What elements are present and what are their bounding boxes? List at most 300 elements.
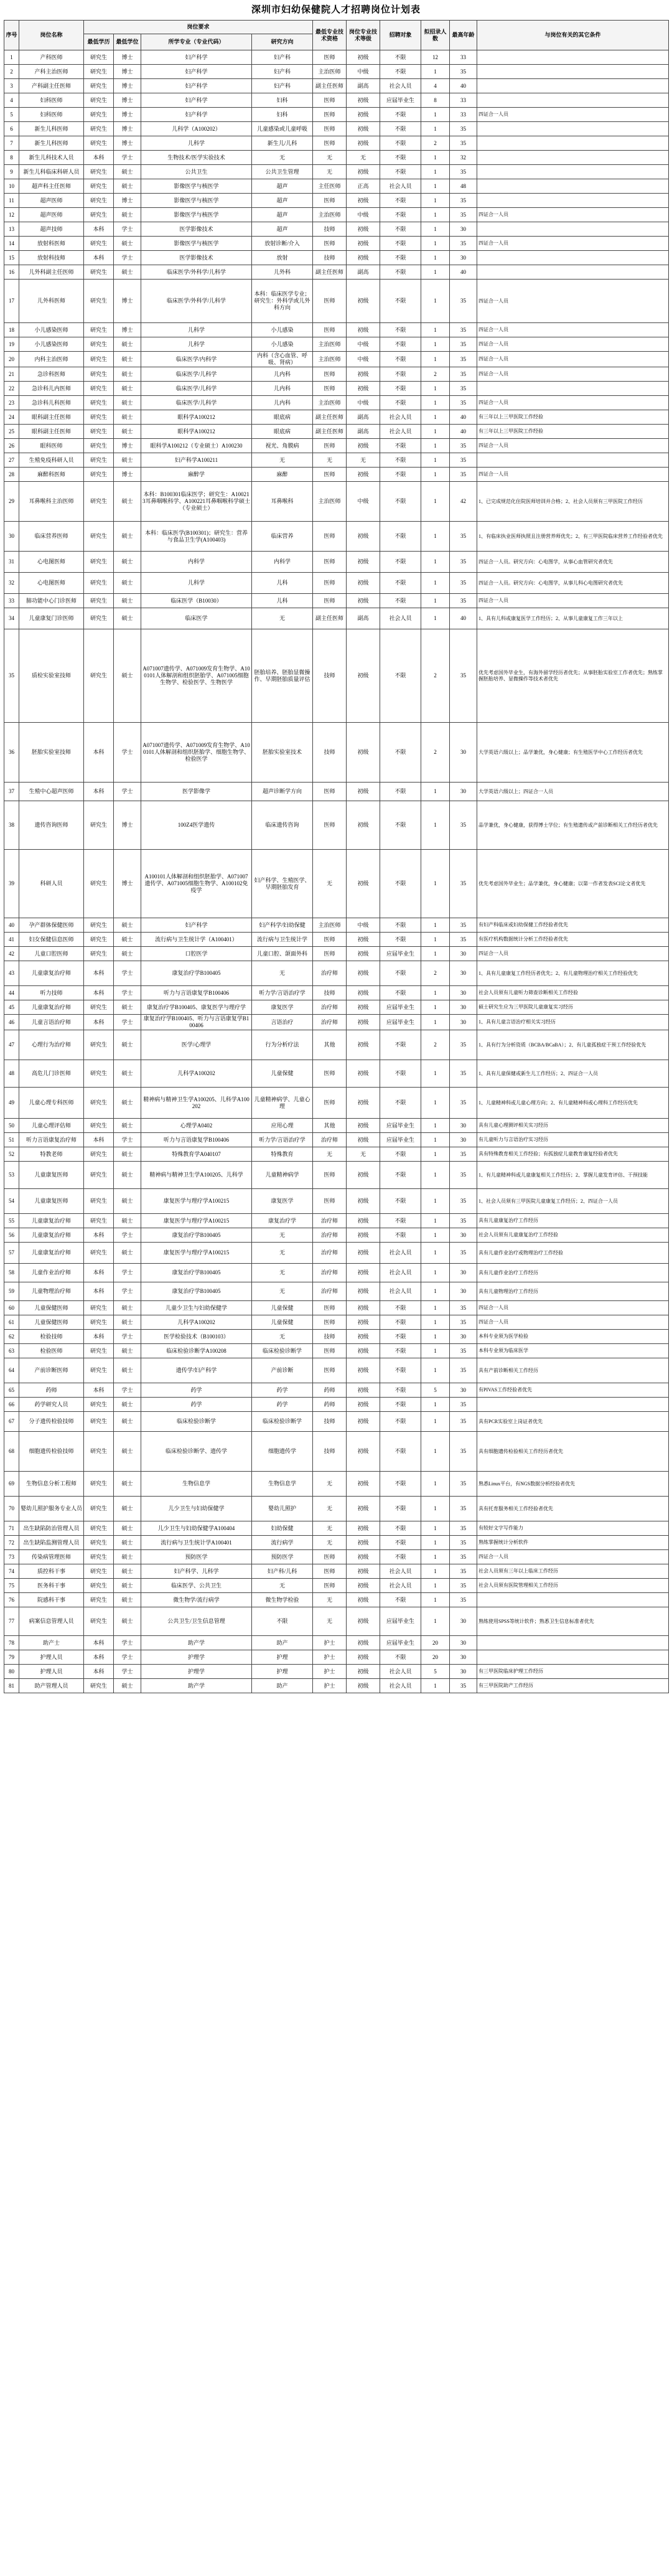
cell-seq: 8 bbox=[4, 151, 19, 165]
table-row bbox=[4, 1000, 669, 1015]
table-row bbox=[4, 1060, 669, 1088]
cell-other: 优先考虑国外毕业生，有海外留学经历者优先；从事胚胎实验室工作者优先；熟练掌握胚胎培养、显微操作等技术者优先 bbox=[477, 629, 669, 723]
cell-education: 硕士 bbox=[114, 1579, 141, 1593]
cell-post: 检验技师 bbox=[19, 1330, 84, 1344]
cell-seq: 28 bbox=[4, 468, 19, 482]
cell-job-level: 初级 bbox=[347, 323, 380, 337]
cell-education: 博士 bbox=[114, 136, 141, 151]
cell-major: 妇产科学 bbox=[141, 918, 252, 933]
cell-job-level: 无 bbox=[347, 151, 380, 165]
cell-post: 助产管理人员 bbox=[19, 1679, 84, 1693]
cell-title-req: 医师 bbox=[313, 1162, 347, 1189]
cell-post: 儿童康复门诊医师 bbox=[19, 608, 84, 629]
cell-count: 1 bbox=[421, 1398, 450, 1412]
cell-seq: 57 bbox=[4, 1243, 19, 1264]
cell-major: 康复治疗学B100405 bbox=[141, 1282, 252, 1301]
cell-degree: 本科 bbox=[84, 1665, 114, 1679]
cell-other: 大学英语六级以上；品学兼优，身心健康；有生殖医学中心工作经历者优先 bbox=[477, 723, 669, 783]
cell-direction: 药学 bbox=[252, 1398, 313, 1412]
cell-job-level: 初级 bbox=[347, 1330, 380, 1344]
cell-age: 30 bbox=[450, 1015, 477, 1030]
table-row bbox=[4, 208, 669, 222]
cell-count: 2 bbox=[421, 961, 450, 986]
cell-target: 不限 bbox=[380, 986, 421, 1000]
cell-title-req: 医师 bbox=[313, 468, 347, 482]
cell-job-level: 初级 bbox=[347, 1344, 380, 1358]
cell-target: 不限 bbox=[380, 337, 421, 352]
cell-job-level: 初级 bbox=[347, 93, 380, 108]
cell-target: 不限 bbox=[380, 1536, 421, 1550]
table-row bbox=[4, 179, 669, 194]
cell-job-level: 中级 bbox=[347, 396, 380, 410]
cell-count: 1 bbox=[421, 1000, 450, 1015]
cell-count: 1 bbox=[421, 933, 450, 947]
cell-education: 学士 bbox=[114, 1133, 141, 1147]
cell-target: 不限 bbox=[380, 629, 421, 723]
cell-job-level: 初级 bbox=[347, 573, 380, 594]
cell-title-req: 药师 bbox=[313, 1383, 347, 1398]
cell-seq: 79 bbox=[4, 1650, 19, 1665]
table-row bbox=[4, 1412, 669, 1432]
cell-direction: 临床遗传咨询 bbox=[252, 801, 313, 850]
cell-education: 硕士 bbox=[114, 396, 141, 410]
cell-degree: 本科 bbox=[84, 1264, 114, 1282]
cell-job-level: 初级 bbox=[347, 1264, 380, 1282]
cell-title-req: 主治医师 bbox=[313, 482, 347, 522]
cell-direction: 麻醉 bbox=[252, 468, 313, 482]
cell-degree: 研究生 bbox=[84, 1607, 114, 1636]
cell-major: 生物技术/医学实验技术 bbox=[141, 151, 252, 165]
cell-post: 急诊科儿科医师 bbox=[19, 396, 84, 410]
cell-education: 硕士 bbox=[114, 1344, 141, 1358]
cell-other bbox=[477, 382, 669, 396]
table-row bbox=[4, 50, 669, 65]
cell-major: 儿科学 bbox=[141, 136, 252, 151]
cell-job-level: 初级 bbox=[347, 1383, 380, 1398]
cell-job-level: 初级 bbox=[347, 1665, 380, 1679]
cell-major: 临床医学/外科学/儿科学 bbox=[141, 280, 252, 323]
cell-other: 具有特殊教育相关工作经验；有孤独症儿童教育康复经验者优先 bbox=[477, 1147, 669, 1162]
cell-other: 四证合一人员 bbox=[477, 1315, 669, 1330]
cell-post: 新生儿科医师 bbox=[19, 136, 84, 151]
cell-major: A100101人体解剖和组织胚胎学、A071007遗传学、A071005细胞生物学、A100102免疫学 bbox=[141, 850, 252, 918]
cell-major: 影像医学与核医学 bbox=[141, 208, 252, 222]
cell-post: 儿童作业治疗师 bbox=[19, 1264, 84, 1282]
cell-seq: 33 bbox=[4, 594, 19, 608]
cell-major: 妇产科学A100211 bbox=[141, 453, 252, 468]
cell-age: 35 bbox=[450, 629, 477, 723]
cell-target: 社会人员 bbox=[380, 1564, 421, 1579]
cell-count: 1 bbox=[421, 918, 450, 933]
cell-title-req: 无 bbox=[313, 1607, 347, 1636]
cell-target: 不限 bbox=[380, 1593, 421, 1607]
cell-age: 35 bbox=[450, 1301, 477, 1315]
cell-age: 35 bbox=[450, 801, 477, 850]
cell-age: 30 bbox=[450, 1133, 477, 1147]
cell-job-level: 初级 bbox=[347, 1579, 380, 1593]
cell-job-level: 正高 bbox=[347, 179, 380, 194]
cell-age: 35 bbox=[450, 1243, 477, 1264]
cell-count: 1 bbox=[421, 1536, 450, 1550]
cell-age: 35 bbox=[450, 352, 477, 367]
cell-age: 40 bbox=[450, 410, 477, 425]
cell-direction: 儿童保健 bbox=[252, 1315, 313, 1330]
cell-count: 1 bbox=[421, 1564, 450, 1579]
cell-major: 听力与言语康复学B100406 bbox=[141, 986, 252, 1000]
cell-seq: 73 bbox=[4, 1550, 19, 1564]
cell-count: 1 bbox=[421, 1015, 450, 1030]
cell-education: 学士 bbox=[114, 1650, 141, 1665]
cell-education: 硕士 bbox=[114, 165, 141, 179]
cell-degree: 本科 bbox=[84, 1383, 114, 1398]
cell-job-level: 初级 bbox=[347, 280, 380, 323]
cell-seq: 3 bbox=[4, 79, 19, 93]
header-requirements: 岗位要求 bbox=[84, 21, 313, 34]
cell-direction: 妇产科学/妇幼保健 bbox=[252, 918, 313, 933]
cell-other: 社会人员须有三年以上临床工作经历 bbox=[477, 1564, 669, 1579]
cell-education: 硕士 bbox=[114, 1550, 141, 1564]
cell-job-level: 初级 bbox=[347, 850, 380, 918]
cell-degree: 研究生 bbox=[84, 453, 114, 468]
cell-seq: 6 bbox=[4, 122, 19, 136]
cell-other bbox=[477, 1593, 669, 1607]
cell-other: 有儿童听力与言语治疗实习经历 bbox=[477, 1133, 669, 1147]
cell-target: 不限 bbox=[380, 108, 421, 122]
cell-post: 药学研究人员 bbox=[19, 1398, 84, 1412]
cell-direction: 特殊教育 bbox=[252, 1147, 313, 1162]
table-row bbox=[4, 1315, 669, 1330]
cell-title-req: 治疗师 bbox=[313, 1133, 347, 1147]
cell-job-level: 初级 bbox=[347, 629, 380, 723]
cell-job-level: 副高 bbox=[347, 79, 380, 93]
cell-age: 30 bbox=[450, 783, 477, 801]
cell-degree: 研究生 bbox=[84, 396, 114, 410]
table-row bbox=[4, 337, 669, 352]
cell-title-req: 药师 bbox=[313, 1398, 347, 1412]
cell-degree: 本科 bbox=[84, 151, 114, 165]
cell-seq: 27 bbox=[4, 453, 19, 468]
cell-age: 35 bbox=[450, 1432, 477, 1472]
cell-age: 35 bbox=[450, 396, 477, 410]
cell-other bbox=[477, 1636, 669, 1650]
cell-direction: 儿童精神病学、儿童心理 bbox=[252, 1088, 313, 1119]
cell-count: 1 bbox=[421, 323, 450, 337]
cell-target: 不限 bbox=[380, 50, 421, 65]
cell-age: 35 bbox=[450, 1214, 477, 1228]
cell-education: 硕士 bbox=[114, 1214, 141, 1228]
cell-other bbox=[477, 194, 669, 208]
table-row bbox=[4, 552, 669, 573]
cell-other: 1、已完成规范化住院医师培训并合格；2、社会人员须有三甲医院工作经历 bbox=[477, 482, 669, 522]
page-title: 深圳市妇幼保健院人才招聘岗位计划表 bbox=[251, 5, 421, 15]
table-row bbox=[4, 801, 669, 850]
cell-job-level: 初级 bbox=[347, 1679, 380, 1693]
cell-age: 35 bbox=[450, 933, 477, 947]
cell-job-level: 初级 bbox=[347, 108, 380, 122]
cell-age: 35 bbox=[450, 382, 477, 396]
cell-post: 临床营养医师 bbox=[19, 522, 84, 552]
cell-direction: 无 bbox=[252, 1579, 313, 1593]
cell-title-req: 无 bbox=[313, 453, 347, 468]
cell-direction: 儿童精神病学 bbox=[252, 1162, 313, 1189]
table-row bbox=[4, 1383, 669, 1398]
cell-major: 内科学 bbox=[141, 552, 252, 573]
cell-count: 1 bbox=[421, 453, 450, 468]
cell-title-req: 医师 bbox=[313, 93, 347, 108]
cell-target: 不限 bbox=[380, 1398, 421, 1412]
table-row bbox=[4, 1243, 669, 1264]
cell-degree: 本科 bbox=[84, 1282, 114, 1301]
cell-direction: 妇幼保健 bbox=[252, 1521, 313, 1536]
cell-education: 硕士 bbox=[114, 522, 141, 552]
cell-count: 1 bbox=[421, 1593, 450, 1607]
cell-degree: 研究生 bbox=[84, 194, 114, 208]
cell-job-level: 中级 bbox=[347, 208, 380, 222]
table-row bbox=[4, 918, 669, 933]
cell-target: 社会人员 bbox=[380, 1264, 421, 1282]
cell-other: 四证合一人员。研究方向：心电图学，从事儿科心电图研究者优先 bbox=[477, 573, 669, 594]
cell-seq: 22 bbox=[4, 382, 19, 396]
cell-seq: 39 bbox=[4, 850, 19, 918]
cell-major: 儿科学A100202 bbox=[141, 1315, 252, 1330]
cell-age: 35 bbox=[450, 1030, 477, 1060]
cell-job-level: 初级 bbox=[347, 1607, 380, 1636]
cell-other: 社会人员须有儿童听力筛查诊断相关工作经验 bbox=[477, 986, 669, 1000]
table-row bbox=[4, 594, 669, 608]
cell-target: 不限 bbox=[380, 1383, 421, 1398]
cell-age: 35 bbox=[450, 337, 477, 352]
cell-direction: 护理 bbox=[252, 1665, 313, 1679]
cell-title-req: 主治医师 bbox=[313, 208, 347, 222]
cell-job-level: 初级 bbox=[347, 1133, 380, 1147]
cell-degree: 研究生 bbox=[84, 1147, 114, 1162]
cell-degree: 研究生 bbox=[84, 425, 114, 439]
cell-title-req: 医师 bbox=[313, 1358, 347, 1383]
cell-direction: 超声诊断学方向 bbox=[252, 783, 313, 801]
cell-job-level: 初级 bbox=[347, 1521, 380, 1536]
cell-job-level: 初级 bbox=[347, 251, 380, 265]
cell-degree: 研究生 bbox=[84, 594, 114, 608]
table-row bbox=[4, 783, 669, 801]
cell-major: A071007遗传学、A071009发育生物学、A100101人体解剖和组织胚胎学、细胞生物学、检验医学 bbox=[141, 723, 252, 783]
cell-education: 硕士 bbox=[114, 1147, 141, 1162]
cell-major: 临床医学（B10030） bbox=[141, 594, 252, 608]
cell-count: 1 bbox=[421, 552, 450, 573]
cell-post: 超声技师 bbox=[19, 222, 84, 237]
cell-major: 助产学 bbox=[141, 1679, 252, 1693]
cell-post: 儿童康复治疗师 bbox=[19, 1243, 84, 1264]
cell-other: 四证合一人员 bbox=[477, 208, 669, 222]
cell-post: 儿童言语治疗师 bbox=[19, 1015, 84, 1030]
cell-count: 1 bbox=[421, 352, 450, 367]
table-row bbox=[4, 1679, 669, 1693]
cell-education: 硕士 bbox=[114, 629, 141, 723]
cell-major: 医学影像学 bbox=[141, 783, 252, 801]
cell-count: 2 bbox=[421, 367, 450, 382]
cell-title-req: 无 bbox=[313, 1536, 347, 1550]
cell-degree: 研究生 bbox=[84, 1432, 114, 1472]
cell-target: 不限 bbox=[380, 1189, 421, 1214]
cell-target: 不限 bbox=[380, 1432, 421, 1472]
cell-job-level: 初级 bbox=[347, 468, 380, 482]
cell-title-req: 医师 bbox=[313, 108, 347, 122]
cell-degree: 研究生 bbox=[84, 1497, 114, 1521]
cell-major: 医学影像技术 bbox=[141, 251, 252, 265]
table-row bbox=[4, 986, 669, 1000]
cell-other: 四证合一人员。研究方向：心电图学，从事心血管研究者优先 bbox=[477, 552, 669, 573]
cell-target: 不限 bbox=[380, 396, 421, 410]
cell-degree: 本科 bbox=[84, 723, 114, 783]
cell-education: 博士 bbox=[114, 468, 141, 482]
table-row bbox=[4, 1214, 669, 1228]
cell-count: 1 bbox=[421, 1550, 450, 1564]
cell-job-level: 副高 bbox=[347, 425, 380, 439]
cell-major: 康复医学与理疗学A100215 bbox=[141, 1243, 252, 1264]
cell-seq: 1 bbox=[4, 50, 19, 65]
cell-education: 硕士 bbox=[114, 1315, 141, 1330]
table-row bbox=[4, 323, 669, 337]
cell-direction: 儿童口腔、颌面外科 bbox=[252, 947, 313, 961]
cell-degree: 研究生 bbox=[84, 573, 114, 594]
cell-other: 1、有儿童精神科或儿童康复相关工作经历；2、掌握儿童发育评估、干预技能 bbox=[477, 1162, 669, 1189]
cell-target: 不限 bbox=[380, 1497, 421, 1521]
cell-other: 四证合一人员 bbox=[477, 323, 669, 337]
cell-education: 学士 bbox=[114, 986, 141, 1000]
cell-post: 小儿感染医师 bbox=[19, 337, 84, 352]
cell-target: 不限 bbox=[380, 933, 421, 947]
cell-job-level: 副高 bbox=[347, 410, 380, 425]
cell-count: 1 bbox=[421, 1147, 450, 1162]
cell-other: 有妇产科临床或妇幼保健工作经验者优先 bbox=[477, 918, 669, 933]
cell-count: 1 bbox=[421, 1315, 450, 1330]
cell-title-req: 主任医师 bbox=[313, 179, 347, 194]
cell-education: 博士 bbox=[114, 323, 141, 337]
cell-target: 不限 bbox=[380, 1550, 421, 1564]
cell-direction: 临床营养 bbox=[252, 522, 313, 552]
cell-other: 社会人员须有医院管理相关工作经历 bbox=[477, 1579, 669, 1593]
cell-job-level: 初级 bbox=[347, 947, 380, 961]
cell-direction: 药学 bbox=[252, 1383, 313, 1398]
cell-seq: 75 bbox=[4, 1579, 19, 1593]
cell-post: 小儿感染医师 bbox=[19, 323, 84, 337]
cell-degree: 研究生 bbox=[84, 522, 114, 552]
cell-other bbox=[477, 79, 669, 93]
table-row bbox=[4, 522, 669, 552]
cell-target: 应届毕业生 bbox=[380, 1119, 421, 1133]
cell-direction: 无 bbox=[252, 1243, 313, 1264]
cell-job-level: 初级 bbox=[347, 1550, 380, 1564]
cell-other bbox=[477, 251, 669, 265]
cell-seq: 10 bbox=[4, 179, 19, 194]
cell-direction: 婴幼儿照护 bbox=[252, 1497, 313, 1521]
cell-major: 康复治疗学B100405 bbox=[141, 961, 252, 986]
cell-title-req: 医师 bbox=[313, 1301, 347, 1315]
cell-direction: 放射诊断/介入 bbox=[252, 237, 313, 251]
cell-age: 35 bbox=[450, 237, 477, 251]
cell-post: 眼科副主任医师 bbox=[19, 410, 84, 425]
cell-post: 护理人员 bbox=[19, 1665, 84, 1679]
cell-title-req: 无 bbox=[313, 1521, 347, 1536]
cell-target: 不限 bbox=[380, 961, 421, 986]
cell-count: 1 bbox=[421, 1412, 450, 1432]
cell-major: 流行病与卫生统计学（A100401） bbox=[141, 933, 252, 947]
cell-seq: 81 bbox=[4, 1679, 19, 1693]
cell-other: 有三甲医院临床护理工作经历 bbox=[477, 1665, 669, 1679]
cell-job-level: 副高 bbox=[347, 608, 380, 629]
cell-seq: 44 bbox=[4, 986, 19, 1000]
cell-direction: 眼底病 bbox=[252, 410, 313, 425]
cell-education: 硕士 bbox=[114, 1432, 141, 1472]
cell-direction: 超声 bbox=[252, 179, 313, 194]
cell-other: 具有细胞遗传检验相关工作经历者优先 bbox=[477, 1432, 669, 1472]
cell-count: 2 bbox=[421, 1030, 450, 1060]
table-row bbox=[4, 93, 669, 108]
cell-target: 不限 bbox=[380, 65, 421, 79]
cell-count: 1 bbox=[421, 1189, 450, 1214]
cell-direction: 儿童保健 bbox=[252, 1301, 313, 1315]
cell-direction: 儿内科 bbox=[252, 396, 313, 410]
table-row bbox=[4, 1636, 669, 1650]
cell-job-level: 中级 bbox=[347, 65, 380, 79]
cell-post: 眼科副主任医师 bbox=[19, 425, 84, 439]
cell-education: 硕士 bbox=[114, 552, 141, 573]
cell-major: 公共卫生 bbox=[141, 165, 252, 179]
cell-direction: 新生儿/儿科 bbox=[252, 136, 313, 151]
cell-other: 1、社会人员须有三甲医院儿童康复工作经历；2、四证合一人员 bbox=[477, 1189, 669, 1214]
cell-education: 硕士 bbox=[114, 1607, 141, 1636]
cell-title-req: 治疗师 bbox=[313, 1000, 347, 1015]
cell-education: 学士 bbox=[114, 222, 141, 237]
header-title-req: 最低专业技术资格 bbox=[313, 21, 347, 50]
table-row bbox=[4, 410, 669, 425]
cell-other bbox=[477, 165, 669, 179]
cell-seq: 21 bbox=[4, 367, 19, 382]
cell-job-level: 初级 bbox=[347, 594, 380, 608]
header-count: 拟招录人数 bbox=[421, 21, 450, 50]
cell-post: 急诊科医师 bbox=[19, 367, 84, 382]
cell-degree: 研究生 bbox=[84, 410, 114, 425]
cell-seq: 68 bbox=[4, 1432, 19, 1472]
cell-title-req: 治疗师 bbox=[313, 1264, 347, 1282]
cell-title-req: 医师 bbox=[313, 1550, 347, 1564]
cell-job-level: 初级 bbox=[347, 1228, 380, 1243]
cell-direction: 微生物学检验 bbox=[252, 1593, 313, 1607]
cell-seq: 37 bbox=[4, 783, 19, 801]
cell-degree: 研究生 bbox=[84, 629, 114, 723]
cell-other: 社会人员须有儿童康复治疗工作经验 bbox=[477, 1228, 669, 1243]
cell-post: 眼科医师 bbox=[19, 439, 84, 453]
cell-target: 不限 bbox=[380, 265, 421, 280]
cell-other bbox=[477, 122, 669, 136]
cell-age: 30 bbox=[450, 1330, 477, 1344]
cell-count: 4 bbox=[421, 79, 450, 93]
cell-direction: 内科学 bbox=[252, 552, 313, 573]
cell-target: 不限 bbox=[380, 1162, 421, 1189]
table-row bbox=[4, 151, 669, 165]
cell-education: 硕士 bbox=[114, 1060, 141, 1088]
cell-seq: 70 bbox=[4, 1497, 19, 1521]
cell-count: 1 bbox=[421, 783, 450, 801]
cell-seq: 71 bbox=[4, 1521, 19, 1536]
cell-degree: 研究生 bbox=[84, 1358, 114, 1383]
cell-post: 心电图医师 bbox=[19, 573, 84, 594]
header-post: 岗位名称 bbox=[19, 21, 84, 50]
cell-other: 四证合一人员 bbox=[477, 439, 669, 453]
cell-target: 不限 bbox=[380, 1344, 421, 1358]
cell-degree: 本科 bbox=[84, 1636, 114, 1650]
table-row bbox=[4, 933, 669, 947]
cell-count: 1 bbox=[421, 396, 450, 410]
